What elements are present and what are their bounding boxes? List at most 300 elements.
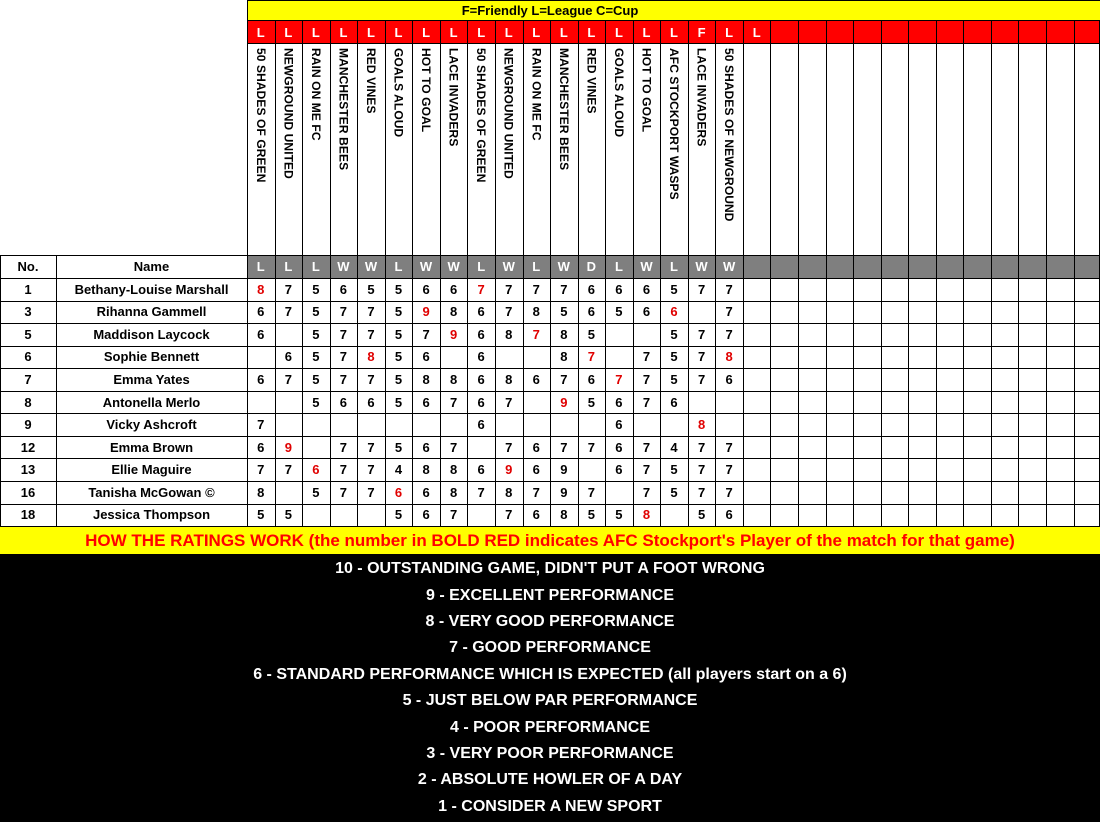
player-rating: 7 (339, 462, 348, 478)
player-rating: 7 (642, 394, 651, 410)
player-rating: 4 (394, 462, 403, 478)
player-rating: 5 (615, 507, 623, 523)
match-result: L (256, 259, 265, 274)
potm-rating: 8 (257, 281, 265, 297)
grid-line (0, 255, 1, 526)
opponent-header (550, 43, 578, 255)
player-rating: 7 (560, 371, 568, 387)
player-rating: 7 (587, 439, 595, 455)
rating-line: 7 - GOOD PERFORMANCE (449, 639, 651, 657)
player-rating: 8 (560, 326, 568, 342)
player-number: 13 (20, 462, 36, 478)
rating-line: 6 - STANDARD PERFORMANCE WHICH IS EXPECTED (all players start on a 6) (253, 665, 847, 683)
player-number: 16 (20, 484, 36, 500)
match-type: L (256, 24, 265, 40)
player-rating: 7 (560, 281, 568, 297)
rating-line: 3 - VERY POOR PERFORMANCE (426, 744, 674, 762)
grid-line (385, 21, 386, 526)
player-name: Antonella Merlo (102, 394, 201, 410)
player-rating: 6 (257, 304, 265, 320)
player-rating: 7 (339, 484, 348, 500)
rating-line: 5 - JUST BELOW PAR PERFORMANCE (402, 692, 698, 710)
grid-line (357, 21, 358, 526)
match-result: W (502, 259, 515, 274)
opponent-header (578, 43, 606, 255)
player-rating: 6 (477, 304, 485, 320)
opponent-name: NEWGROUND UNITED (501, 48, 516, 179)
rating-line: 10 - OUTSTANDING GAME, DIDN'T PUT A FOOT WRONG (335, 560, 765, 578)
match-type: F (697, 24, 706, 40)
player-rating: 5 (670, 371, 678, 387)
opponent-name: 50 SHADES OF NEWGROUND (722, 48, 737, 222)
opponent-header (440, 43, 468, 255)
player-number: 3 (24, 304, 32, 320)
match-result: W (447, 259, 460, 274)
grid-line (330, 21, 331, 526)
match-type: L (504, 24, 513, 40)
player-rating: 7 (532, 484, 540, 500)
player-rating: 6 (587, 371, 595, 387)
player-rating: 7 (642, 484, 651, 500)
grid-line (247, 0, 1100, 1)
grid-line (743, 21, 744, 526)
grid-line (56, 255, 57, 526)
potm-rating: 8 (642, 507, 651, 523)
grid-line (853, 21, 854, 526)
player-rating: 7 (725, 484, 733, 500)
player-rating: 5 (312, 484, 320, 500)
grid-line (440, 21, 441, 526)
potm-rating: 8 (367, 349, 375, 365)
player-rating: 8 (560, 507, 568, 523)
player-rating: 7 (505, 281, 513, 297)
opponent-name: LACE INVADERS (694, 48, 709, 147)
player-rating: 6 (532, 507, 540, 523)
match-result: L (614, 259, 623, 274)
player-rating: 5 (284, 507, 292, 523)
player-rating: 6 (615, 417, 623, 433)
player-rating: 5 (394, 281, 403, 297)
ratings-key (0, 554, 1100, 822)
match-type: L (752, 24, 761, 40)
player-rating: 6 (477, 371, 485, 387)
match-result: W (695, 259, 708, 274)
player-rating: 6 (670, 394, 678, 410)
match-type: L (670, 24, 678, 40)
player-name: Bethany-Louise Marshall (74, 281, 229, 297)
match-result: W (337, 259, 350, 274)
player-rating: 6 (422, 394, 430, 410)
player-rating: 7 (367, 462, 375, 478)
player-rating: 5 (394, 326, 403, 342)
player-rating: 7 (642, 371, 651, 387)
player-rating: 5 (670, 326, 678, 342)
player-rating: 6 (615, 394, 623, 410)
opponent-header (330, 43, 358, 255)
player-rating: 7 (725, 439, 733, 455)
player-rating: 7 (697, 349, 706, 365)
opponent-name: 50 SHADES OF GREEN (253, 48, 268, 183)
potm-rating: 8 (725, 349, 733, 365)
player-rating: 6 (257, 326, 265, 342)
match-result: L (477, 259, 486, 274)
player-rating: 6 (339, 281, 348, 297)
player-rating: 6 (725, 371, 733, 387)
grid-line (1074, 21, 1075, 526)
player-rating: 7 (450, 394, 458, 410)
player-number: 6 (24, 349, 32, 365)
potm-rating: 9 (422, 304, 430, 320)
match-type: L (366, 24, 375, 40)
grid-line (523, 21, 524, 526)
player-rating: 7 (697, 484, 706, 500)
player-rating: 5 (312, 281, 320, 297)
player-rating: 8 (450, 484, 458, 500)
opponent-header (688, 43, 716, 255)
player-name: Rihanna Gammell (96, 304, 207, 320)
player-rating: 7 (642, 439, 651, 455)
player-rating: 7 (505, 394, 513, 410)
player-rating: 7 (284, 281, 292, 297)
opponent-name: GOALS ALOUD (611, 48, 626, 138)
player-rating: 5 (394, 349, 403, 365)
player-rating: 7 (257, 417, 265, 433)
grid-line (605, 21, 606, 526)
opponent-name: RED VINES (363, 48, 378, 114)
rating-line: 1 - CONSIDER A NEW SPORT (438, 797, 662, 815)
player-number: 9 (24, 417, 32, 433)
player-name: Tanisha McGowan © (88, 484, 215, 500)
match-result: W (364, 259, 378, 274)
match-type: L (449, 24, 458, 40)
player-rating: 5 (257, 507, 265, 523)
opponent-header (275, 43, 303, 255)
player-rating: 7 (725, 281, 733, 297)
opponent-header (247, 43, 275, 255)
potm-rating: 7 (477, 281, 485, 297)
player-name: Emma Yates (113, 371, 190, 387)
player-rating: 8 (450, 462, 458, 478)
player-rating: 7 (697, 462, 706, 478)
player-rating: 7 (257, 462, 265, 478)
player-rating: 6 (725, 507, 733, 523)
grid-line (467, 21, 468, 526)
match-result: L (670, 259, 678, 274)
match-result: L (532, 259, 541, 274)
match-type: L (559, 24, 568, 40)
player-rating: 7 (697, 371, 706, 387)
player-rating: 5 (394, 507, 403, 523)
player-rating: 6 (477, 417, 485, 433)
grid-line (688, 21, 689, 526)
player-rating: 6 (615, 462, 623, 478)
grid-line (963, 21, 964, 526)
match-type: L (725, 24, 734, 40)
player-rating: 6 (642, 281, 651, 297)
opponent-name: HOT TO GOAL (419, 48, 434, 133)
player-rating: 5 (312, 349, 320, 365)
player-rating: 6 (422, 484, 430, 500)
grid-line (826, 21, 827, 526)
opponent-name: AFC STOCKPORT WASPS (667, 48, 682, 200)
player-number: 1 (24, 281, 32, 297)
match-type: L (422, 24, 431, 40)
opponent-header (605, 43, 633, 255)
player-rating: 6 (477, 349, 485, 365)
grid-line (247, 20, 1100, 21)
player-rating: 7 (284, 462, 292, 478)
player-rating: 8 (505, 484, 513, 500)
opponent-header (412, 43, 440, 255)
match-type: L (642, 24, 651, 40)
match-type: L (394, 24, 403, 40)
player-rating: 7 (284, 304, 292, 320)
player-rating: 7 (587, 484, 595, 500)
match-type: L (339, 24, 348, 40)
player-rating: 8 (422, 371, 430, 387)
player-rating: 8 (257, 484, 265, 500)
player-rating: 5 (312, 304, 320, 320)
player-rating: 5 (670, 462, 678, 478)
player-rating: 6 (477, 394, 485, 410)
grid-line (247, 0, 248, 526)
player-rating: 5 (394, 304, 403, 320)
grid-line (881, 21, 882, 526)
player-rating: 5 (697, 507, 706, 523)
player-rating: 6 (532, 439, 540, 455)
player-rating: 7 (367, 439, 375, 455)
potm-rating: 9 (560, 394, 568, 410)
player-rating: 7 (725, 304, 733, 320)
player-rating: 7 (339, 349, 348, 365)
grid-line (936, 21, 937, 526)
grid-line (770, 21, 771, 526)
player-rating: 7 (697, 326, 706, 342)
player-rating: 6 (477, 326, 485, 342)
rating-line: 4 - POOR PERFORMANCE (449, 718, 650, 736)
player-rating: 7 (642, 462, 651, 478)
rating-line: 9 - EXCELLENT PERFORMANCE (425, 586, 674, 604)
player-rating: 7 (367, 484, 375, 500)
player-rating: 9 (560, 462, 568, 478)
player-rating: 7 (422, 326, 430, 342)
player-rating: 6 (587, 304, 595, 320)
rating-line: 2 - ABSOLUTE HOWLER OF A DAY (417, 771, 683, 789)
potm-rating: 6 (312, 462, 320, 478)
player-rating: 7 (505, 304, 513, 320)
potm-rating: 6 (394, 484, 403, 500)
opponent-header (467, 43, 495, 255)
match-result: L (284, 259, 293, 274)
opponent-name: NEWGROUND UNITED (281, 48, 296, 179)
opponent-name: MANCHESTER BEES (336, 48, 351, 171)
player-rating: 8 (450, 304, 458, 320)
grid-line (991, 21, 992, 526)
player-rating: 5 (560, 304, 568, 320)
match-result: D (586, 259, 597, 274)
player-rating: 7 (505, 439, 513, 455)
match-type-legend: F=Friendly L=League C=Cup (461, 3, 639, 18)
player-rating: 5 (312, 371, 320, 387)
player-rating: 7 (697, 281, 706, 297)
potm-rating: 6 (670, 304, 678, 320)
player-rating: 7 (339, 439, 348, 455)
player-number: 12 (20, 439, 36, 455)
opponent-name: HOT TO GOAL (639, 48, 654, 133)
grid-line (798, 21, 799, 526)
potm-rating: 7 (615, 371, 623, 387)
grid-line (578, 21, 579, 526)
player-rating: 6 (642, 304, 651, 320)
player-rating: 7 (477, 484, 485, 500)
player-rating: 5 (394, 439, 403, 455)
opponent-header (660, 43, 688, 255)
player-rating: 6 (422, 439, 430, 455)
player-rating: 7 (367, 304, 375, 320)
player-number: 7 (24, 371, 32, 387)
player-rating: 8 (505, 371, 513, 387)
player-rating: 8 (532, 304, 540, 320)
player-rating: 5 (587, 394, 595, 410)
potm-rating: 9 (505, 462, 513, 478)
player-rating: 7 (450, 507, 458, 523)
player-rating: 6 (257, 371, 265, 387)
opponent-header (302, 43, 330, 255)
grid-line (550, 21, 551, 526)
player-rating: 6 (422, 281, 430, 297)
opponent-header (523, 43, 551, 255)
player-number: 18 (20, 507, 36, 523)
player-name: Ellie Maguire (111, 462, 192, 478)
grid-line (715, 21, 716, 526)
player-rating: 8 (505, 326, 513, 342)
potm-rating: 9 (284, 439, 292, 455)
opponent-name: GOALS ALOUD (391, 48, 406, 138)
match-result: L (311, 259, 320, 274)
player-rating: 6 (450, 281, 458, 297)
player-rating: 7 (367, 371, 375, 387)
player-rating: 7 (560, 439, 568, 455)
opponent-name: RAIN ON ME FC (308, 48, 323, 141)
header-no: No. (17, 259, 39, 274)
player-rating: 5 (367, 281, 375, 297)
grid-line (302, 21, 303, 526)
player-rating: 6 (284, 349, 292, 365)
player-rating: 5 (394, 394, 403, 410)
match-type: L (587, 24, 596, 40)
player-name: Emma Brown (109, 439, 194, 455)
grid-line (1018, 21, 1019, 526)
player-rating: 5 (615, 304, 623, 320)
opponent-header (495, 43, 523, 255)
match-type: L (311, 24, 320, 40)
opponent-name: RED VINES (584, 48, 599, 114)
player-number: 8 (24, 394, 32, 410)
player-rating: 7 (532, 281, 540, 297)
ratings-key-title: HOW THE RATINGS WORK (the number in BOLD RED indicates AFC Stockport's Player of the match for that game) (0, 527, 1100, 554)
match-type: L (532, 24, 541, 40)
match-result: W (722, 259, 736, 274)
opponent-header (715, 43, 743, 255)
player-rating: 8 (450, 371, 458, 387)
player-rating: 5 (587, 507, 595, 523)
opponent-header (357, 43, 385, 255)
match-result: W (419, 259, 433, 274)
player-rating: 7 (642, 349, 651, 365)
opponent-header (633, 43, 661, 255)
player-rating: 7 (725, 326, 733, 342)
player-name: Maddison Laycock (93, 326, 210, 342)
player-rating: 7 (725, 462, 733, 478)
player-rating: 6 (532, 371, 540, 387)
match-result: W (640, 259, 653, 274)
player-rating: 9 (560, 484, 568, 500)
player-rating: 7 (697, 439, 706, 455)
match-result: W (557, 259, 570, 274)
potm-rating: 7 (532, 326, 540, 342)
grid-line (412, 21, 413, 526)
rating-line: 8 - VERY GOOD PERFORMANCE (425, 612, 675, 630)
grid-line (1046, 21, 1047, 526)
opponent-name: MANCHESTER BEES (556, 48, 571, 171)
player-rating: 6 (615, 281, 623, 297)
player-rating: 7 (367, 326, 375, 342)
player-rating: 7 (339, 304, 348, 320)
player-rating: 8 (422, 462, 430, 478)
grid-line (660, 21, 661, 526)
player-rating: 7 (339, 326, 348, 342)
player-rating: 6 (367, 394, 375, 410)
match-type: L (284, 24, 293, 40)
grid-line (247, 43, 1100, 44)
player-rating: 6 (477, 462, 485, 478)
opponent-name: LACE INVADERS (446, 48, 461, 147)
player-rating: 7 (505, 507, 513, 523)
potm-rating: 7 (587, 349, 595, 365)
player-rating: 4 (670, 439, 678, 455)
player-rating: 5 (587, 326, 595, 342)
player-rating: 6 (257, 439, 265, 455)
player-rating: 6 (587, 281, 595, 297)
player-name: Vicky Ashcroft (106, 417, 197, 433)
grid-line (908, 21, 909, 526)
potm-rating: 9 (450, 326, 458, 342)
player-rating: 6 (422, 507, 430, 523)
player-rating: 5 (312, 394, 320, 410)
player-rating: 5 (670, 281, 678, 297)
opponent-name: 50 SHADES OF GREEN (474, 48, 489, 183)
player-rating: 6 (615, 439, 623, 455)
player-rating: 5 (312, 326, 320, 342)
player-rating: 7 (284, 371, 292, 387)
player-rating: 7 (450, 439, 458, 455)
match-result: L (394, 259, 403, 274)
player-number: 5 (24, 326, 32, 342)
match-type: L (614, 24, 623, 40)
grid-line (633, 21, 634, 526)
player-name: Sophie Bennett (103, 349, 200, 365)
player-rating: 6 (532, 462, 540, 478)
player-rating: 6 (339, 394, 348, 410)
player-rating: 5 (394, 371, 403, 387)
opponent-name: RAIN ON ME FC (529, 48, 544, 141)
player-rating: 5 (670, 349, 678, 365)
match-type: L (477, 24, 486, 40)
opponent-header (385, 43, 413, 255)
grid-line (275, 21, 276, 526)
player-rating: 7 (339, 371, 348, 387)
player-rating: 8 (560, 349, 568, 365)
